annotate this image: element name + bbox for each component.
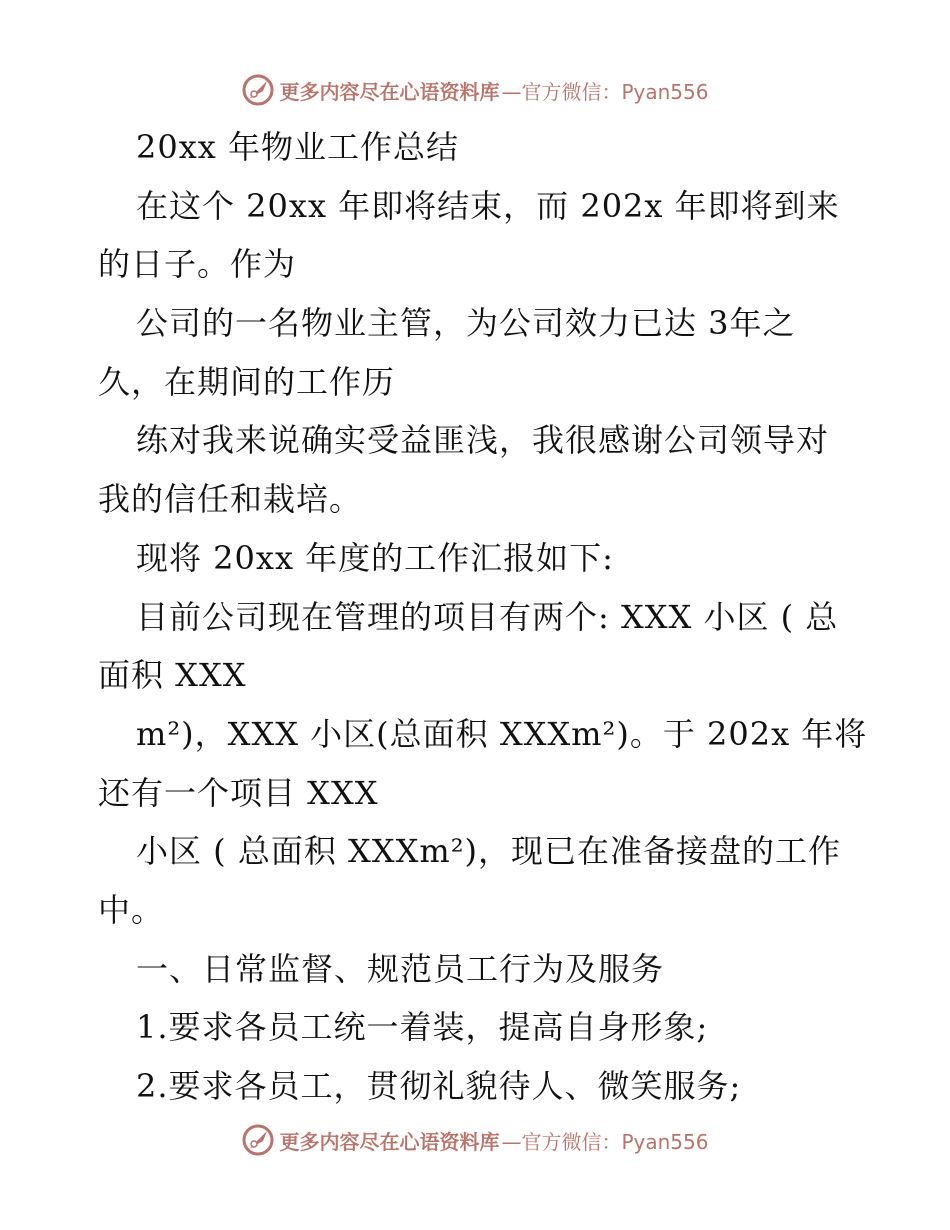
doc-line: 练对我来说确实受益匪浅，我很感谢公司领导对 <box>136 421 830 460</box>
doc-line: 我的信任和栽培。 <box>98 480 363 519</box>
doc-line: 小区 ( 总面积 XXXm²)，现已在准备接盘的工作 <box>136 832 842 871</box>
document-body <box>98 118 868 1116</box>
watermark-main-text: 更多内容尽在心语资料库 <box>279 79 500 104</box>
watermark-footer <box>0 1120 950 1160</box>
doc-line: 1.要求各员工统一着装，提高自身形象; <box>136 1008 709 1047</box>
watermark-sub-text: —官方微信：Pyan556 <box>501 1129 709 1154</box>
doc-line: 面积 XXX <box>98 656 247 695</box>
doc-line: 2.要求各员工，贯彻礼貌待人、微笑服务; <box>136 1067 742 1105</box>
doc-line: 现将 20xx 年度的工作汇报如下: <box>136 538 614 577</box>
doc-line: 中。 <box>98 890 165 929</box>
doc-line: m²)，XXX 小区(总面积 XXXm²)。于 202x 年将 <box>136 714 868 753</box>
doc-line: 还有一个项目 XXX <box>98 773 379 812</box>
quill-seal-icon <box>241 73 275 107</box>
watermark-header <box>0 70 950 110</box>
doc-line: 目前公司现在管理的项目有两个: XXX 小区 ( 总 <box>136 597 839 636</box>
quill-seal-icon <box>241 1123 275 1157</box>
doc-line: 在这个 20xx 年即将结束，而 202x 年即将到来 <box>136 186 840 225</box>
watermark-sub-text: —官方微信：Pyan556 <box>501 79 709 104</box>
doc-line: 20xx 年物业工作总结 <box>136 128 459 166</box>
doc-line: 公司的一名物业主管，为公司效力已达 3年之 <box>136 304 796 343</box>
doc-line: 一、日常监督、规范员工行为及服务 <box>136 949 665 988</box>
doc-line: 的日子。作为 <box>98 245 297 284</box>
doc-line: 久，在期间的工作历 <box>98 362 396 401</box>
watermark-main-text: 更多内容尽在心语资料库 <box>279 1129 500 1154</box>
